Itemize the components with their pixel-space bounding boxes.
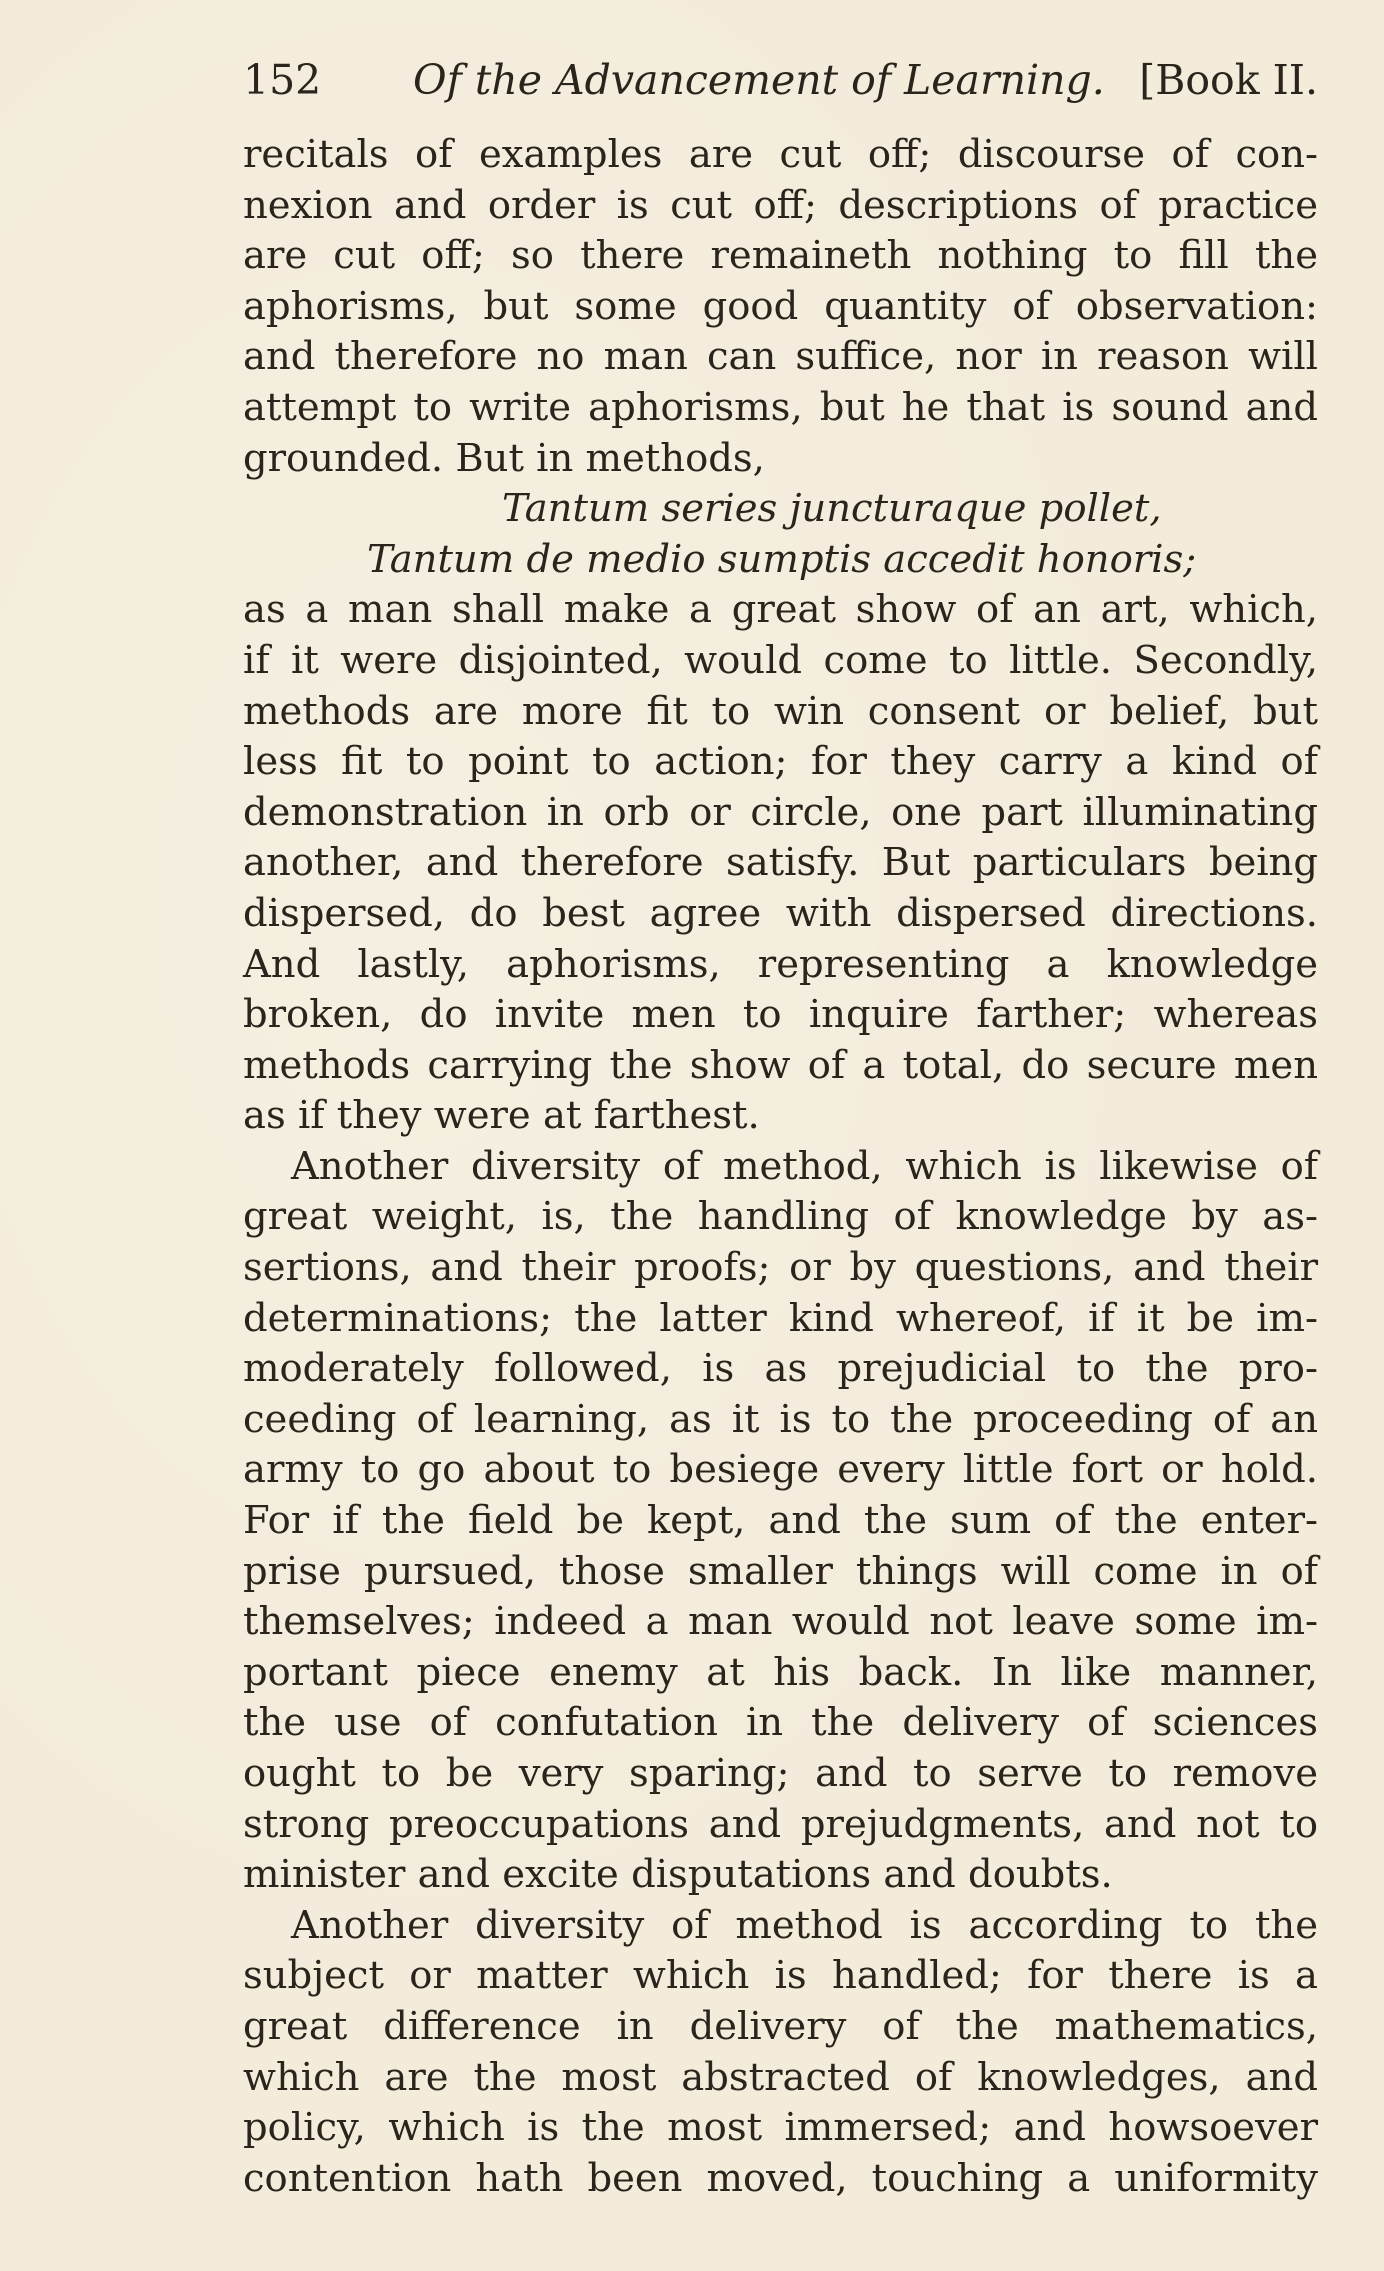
text-line: nexion and order is cut off; descriptions of practice [243, 182, 1318, 228]
text-line: if it were disjointed, would come to little. Secondly, [243, 637, 1318, 683]
text-line: great weight, is, the handling of knowledge by as- [243, 1194, 1318, 1240]
text-line: For if the field be kept, and the sum of the enter- [243, 1498, 1318, 1544]
text-line: less fit to point to action; for they carry a kind of [243, 739, 1318, 785]
text-line: another, and therefore satisfy. But particulars being [243, 840, 1318, 886]
text-line: moderately followed, is as prejudicial to the pro- [243, 1346, 1318, 1392]
text-line: as if they were at farthest. [243, 1093, 760, 1139]
text-line: recitals of examples are cut off; discourse of con- [243, 132, 1318, 177]
text-line: dispersed, do best agree with dispersed directions. [243, 890, 1318, 936]
text-line: policy, which is the most immersed; and howsoever [243, 2105, 1318, 2151]
text-line: grounded. But in methods, [243, 435, 765, 481]
text-line: contention hath been moved, touching a uniformity [243, 2155, 1318, 2201]
verse-line: Tantum de medio sumptis accedit honoris; [367, 536, 1197, 582]
book-reference: [Book II. [1139, 56, 1318, 104]
text-line: army to go about to besiege every little fort or hold. [243, 1447, 1318, 1493]
text-line: aphorisms, but some good quantity of observation: [243, 283, 1318, 329]
text-line: which are the most abstracted of knowledges, and [243, 2054, 1318, 2100]
text-line: And lastly, aphorisms, representing a knowledge [243, 941, 1318, 987]
text-line: themselves; indeed a man would not leave some im- [243, 1599, 1318, 1645]
text-line: the use of confutation in the delivery of sciences [243, 1700, 1318, 1746]
text-line: methods carrying the show of a total, do secure men [243, 1042, 1318, 1088]
text-line: great difference in delivery of the mathematics, [243, 2003, 1318, 2049]
verse-line: Tantum series juncturaque pollet, [502, 486, 1162, 532]
paragraph-first-line: Another diversity of method, which is likewise of [291, 1143, 1318, 1189]
text-line: ceeding of learning, as it is to the proceeding of an [243, 1396, 1318, 1442]
text-line: demonstration in orb or circle, one part illuminating [243, 789, 1318, 835]
text-line: sertions, and their proofs; or by questions, and their [243, 1245, 1318, 1291]
text-line: minister and excite disputations and doubts. [243, 1852, 1113, 1898]
text-line: and therefore no man can suffice, nor in reason will [243, 334, 1318, 380]
text-line: ought to be very sparing; and to serve to remove [243, 1751, 1318, 1796]
text-line: broken, do invite men to inquire farther; whereas [243, 992, 1318, 1038]
text-line: are cut off; so there remaineth nothing to fill the [243, 233, 1318, 279]
text-line: portant piece enemy at his back. In like manner, [243, 1649, 1318, 1695]
running-header [243, 50, 1318, 110]
text-line: methods are more fit to win consent or belief, but [243, 688, 1318, 734]
text-line: subject or matter which is handled; for there is a [243, 1953, 1318, 1999]
text-line: as a man shall make a great show of an art, which, [243, 587, 1318, 633]
running-title: Of the Advancement of Learning. [413, 56, 1105, 104]
text-line: determinations; the latter kind whereof, if it be im- [243, 1295, 1318, 1341]
text-line: strong preoccupations and prejudgments, and not to [243, 1801, 1318, 1847]
body-text [243, 130, 1318, 2204]
paragraph-first-line: Another diversity of method is according to the [291, 1902, 1318, 1948]
text-line: attempt to write aphorisms, but he that is sound and [243, 384, 1318, 430]
text-line: prise pursued, those smaller things will come in of [243, 1548, 1318, 1594]
page-number: 152 [243, 56, 322, 104]
